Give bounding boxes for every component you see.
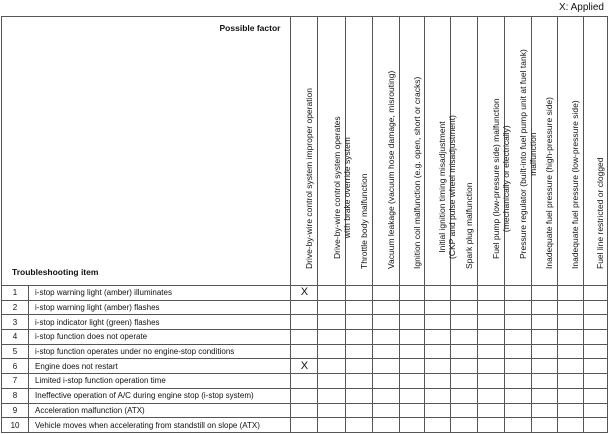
factor-label: Drive-by-wire control system improper operation [304, 88, 315, 269]
empty-cell [372, 286, 399, 301]
empty-cell [583, 315, 607, 330]
empty-cell [477, 359, 504, 374]
table-row [2, 315, 608, 330]
factor-label: Drive-by-wire control system operates with brake override system [331, 116, 352, 259]
table-row [2, 359, 608, 374]
empty-cell [372, 374, 399, 389]
factor-header-4 [372, 17, 399, 286]
empty-cell [450, 374, 477, 389]
factor-label: Throttle body malfunction [358, 173, 369, 269]
empty-cell [345, 344, 372, 359]
empty-cell [583, 418, 607, 433]
troubleshooting-item: i-stop warning light (amber) illuminates [29, 286, 291, 301]
empty-cell [291, 403, 318, 418]
empty-cell [399, 300, 424, 315]
empty-cell [583, 359, 607, 374]
empty-cell [372, 330, 399, 345]
troubleshooting-item-label: Troubleshooting item [12, 267, 99, 277]
empty-cell [345, 300, 372, 315]
empty-cell [504, 403, 531, 418]
empty-cell [424, 330, 450, 345]
empty-cell [399, 286, 424, 301]
troubleshooting-matrix [1, 16, 608, 433]
empty-cell [345, 315, 372, 330]
empty-cell [504, 418, 531, 433]
empty-cell [531, 300, 557, 315]
empty-cell [291, 300, 318, 315]
empty-cell [424, 315, 450, 330]
empty-cell [531, 330, 557, 345]
empty-cell [450, 286, 477, 301]
empty-cell [318, 374, 345, 389]
factor-header-1 [291, 17, 318, 286]
table-row [2, 300, 608, 315]
empty-cell [345, 418, 372, 433]
applied-mark: X [291, 286, 318, 301]
empty-cell [424, 359, 450, 374]
empty-cell [318, 315, 345, 330]
empty-cell [557, 359, 583, 374]
empty-cell [557, 403, 583, 418]
empty-cell [504, 344, 531, 359]
table-row [2, 403, 608, 418]
empty-cell [424, 286, 450, 301]
empty-cell [372, 344, 399, 359]
empty-cell [372, 315, 399, 330]
factor-label: Fuel line restricted or clogged [595, 157, 606, 269]
empty-cell [557, 388, 583, 403]
troubleshooting-item: Engine does not restart [29, 359, 291, 374]
empty-cell [372, 300, 399, 315]
empty-cell [531, 286, 557, 301]
empty-cell [291, 418, 318, 433]
empty-cell [557, 286, 583, 301]
empty-cell [424, 344, 450, 359]
table-body [2, 286, 608, 433]
empty-cell [450, 418, 477, 433]
row-number: 1 [2, 286, 29, 301]
row-number: 6 [2, 359, 29, 374]
factor-header-12 [583, 17, 607, 286]
empty-cell [583, 344, 607, 359]
empty-cell [450, 388, 477, 403]
empty-cell [504, 300, 531, 315]
empty-cell [345, 388, 372, 403]
empty-cell [372, 418, 399, 433]
empty-cell [318, 330, 345, 345]
empty-cell [399, 418, 424, 433]
factor-label: Inadequate fuel pressure (low-pressure side) [570, 100, 581, 269]
empty-cell [531, 388, 557, 403]
troubleshooting-item: Ineffective operation of A/C during engine stop (i-stop system) [29, 388, 291, 403]
empty-cell [477, 403, 504, 418]
empty-cell [450, 300, 477, 315]
empty-cell [477, 418, 504, 433]
empty-cell [318, 388, 345, 403]
row-number: 4 [2, 330, 29, 345]
empty-cell [424, 374, 450, 389]
empty-cell [557, 374, 583, 389]
empty-cell [583, 300, 607, 315]
empty-cell [477, 315, 504, 330]
empty-cell [399, 330, 424, 345]
empty-cell [345, 359, 372, 374]
row-number: 9 [2, 403, 29, 418]
empty-cell [424, 388, 450, 403]
legend-applied: X: Applied [558, 2, 604, 13]
empty-cell [450, 403, 477, 418]
empty-cell [583, 330, 607, 345]
row-number: 2 [2, 300, 29, 315]
table-row [2, 330, 608, 345]
empty-cell [372, 388, 399, 403]
empty-cell [531, 374, 557, 389]
empty-cell [424, 403, 450, 418]
empty-cell [477, 286, 504, 301]
empty-cell [557, 300, 583, 315]
table-row [2, 388, 608, 403]
empty-cell [504, 374, 531, 389]
factor-header-6 [424, 17, 458, 286]
empty-cell [399, 359, 424, 374]
factor-header-11 [557, 17, 583, 286]
empty-cell [504, 286, 531, 301]
factor-header-2 [318, 17, 352, 286]
troubleshooting-item: Limited i-stop function operation time [29, 374, 291, 389]
troubleshooting-item: i-stop indicator light (green) flashes [29, 315, 291, 330]
troubleshooting-item: Vehicle moves when accelerating from standstill on slope (ATX) [29, 418, 291, 433]
empty-cell [450, 330, 477, 345]
applied-mark: X [291, 359, 318, 374]
empty-cell [318, 403, 345, 418]
empty-cell [504, 388, 531, 403]
row-number: 10 [2, 418, 29, 433]
troubleshooting-item: Acceleration malfunction (ATX) [29, 403, 291, 418]
factor-label: Fuel pump (low-pressure side) malfunction (mechanically or electrically) [490, 98, 511, 259]
table-row [2, 286, 608, 301]
empty-cell [372, 403, 399, 418]
factor-label: Pressure regulator (built-into fuel pump unit at fuel tank) malfunction [517, 49, 538, 259]
row-number: 8 [2, 388, 29, 403]
factor-header-9 [504, 17, 538, 286]
factor-header-7 [450, 17, 477, 286]
row-number: 7 [2, 374, 29, 389]
factor-label: Initial ignition timing misadjustment (CKP and pulse wheel misadjustment) [437, 115, 458, 259]
empty-cell [477, 330, 504, 345]
empty-cell [399, 374, 424, 389]
empty-cell [477, 374, 504, 389]
header-row [2, 17, 608, 286]
factor-header-8 [477, 17, 511, 286]
empty-cell [583, 403, 607, 418]
empty-cell [477, 300, 504, 315]
empty-cell [318, 344, 345, 359]
factor-header-10 [531, 17, 557, 286]
empty-cell [399, 315, 424, 330]
factor-label: Inadequate fuel pressure (high-pressure side) [544, 97, 555, 269]
empty-cell [345, 403, 372, 418]
factor-label: Vacuum leakage (vacuum hose damage, misrouting) [385, 70, 396, 269]
empty-cell [450, 344, 477, 359]
empty-cell [372, 359, 399, 374]
factor-header-5 [399, 17, 424, 286]
empty-cell [504, 315, 531, 330]
empty-cell [583, 374, 607, 389]
empty-cell [399, 344, 424, 359]
empty-cell [345, 330, 372, 345]
table-row [2, 344, 608, 359]
header-corner-cell [2, 17, 291, 286]
empty-cell [291, 388, 318, 403]
factor-label: Spark plug malfunction [463, 182, 474, 269]
empty-cell [477, 388, 504, 403]
possible-factor-label: Possible factor [219, 23, 281, 33]
empty-cell [450, 315, 477, 330]
empty-cell [291, 344, 318, 359]
empty-cell [477, 344, 504, 359]
empty-cell [318, 418, 345, 433]
troubleshooting-item: i-stop function operates under no engine-stop conditions [29, 344, 291, 359]
empty-cell [318, 359, 345, 374]
empty-cell [450, 359, 477, 374]
troubleshooting-item: i-stop function does not operate [29, 330, 291, 345]
empty-cell [504, 330, 531, 345]
factor-header-3 [345, 17, 372, 286]
empty-cell [504, 359, 531, 374]
troubleshooting-item: i-stop warning light (amber) flashes [29, 300, 291, 315]
row-number: 3 [2, 315, 29, 330]
empty-cell [531, 403, 557, 418]
empty-cell [318, 300, 345, 315]
empty-cell [531, 344, 557, 359]
empty-cell [399, 388, 424, 403]
empty-cell [531, 359, 557, 374]
empty-cell [531, 315, 557, 330]
empty-cell [291, 374, 318, 389]
empty-cell [345, 374, 372, 389]
empty-cell [583, 286, 607, 301]
empty-cell [557, 418, 583, 433]
factor-label: Ignition coil malfunction (e.g. open, short or cracks) [411, 76, 422, 269]
empty-cell [424, 300, 450, 315]
empty-cell [424, 418, 450, 433]
table-row [2, 418, 608, 433]
empty-cell [291, 315, 318, 330]
empty-cell [531, 418, 557, 433]
row-number: 5 [2, 344, 29, 359]
empty-cell [557, 315, 583, 330]
empty-cell [318, 286, 345, 301]
empty-cell [399, 403, 424, 418]
table-row [2, 374, 608, 389]
empty-cell [345, 286, 372, 301]
empty-cell [557, 344, 583, 359]
empty-cell [583, 388, 607, 403]
empty-cell [557, 330, 583, 345]
empty-cell [291, 330, 318, 345]
